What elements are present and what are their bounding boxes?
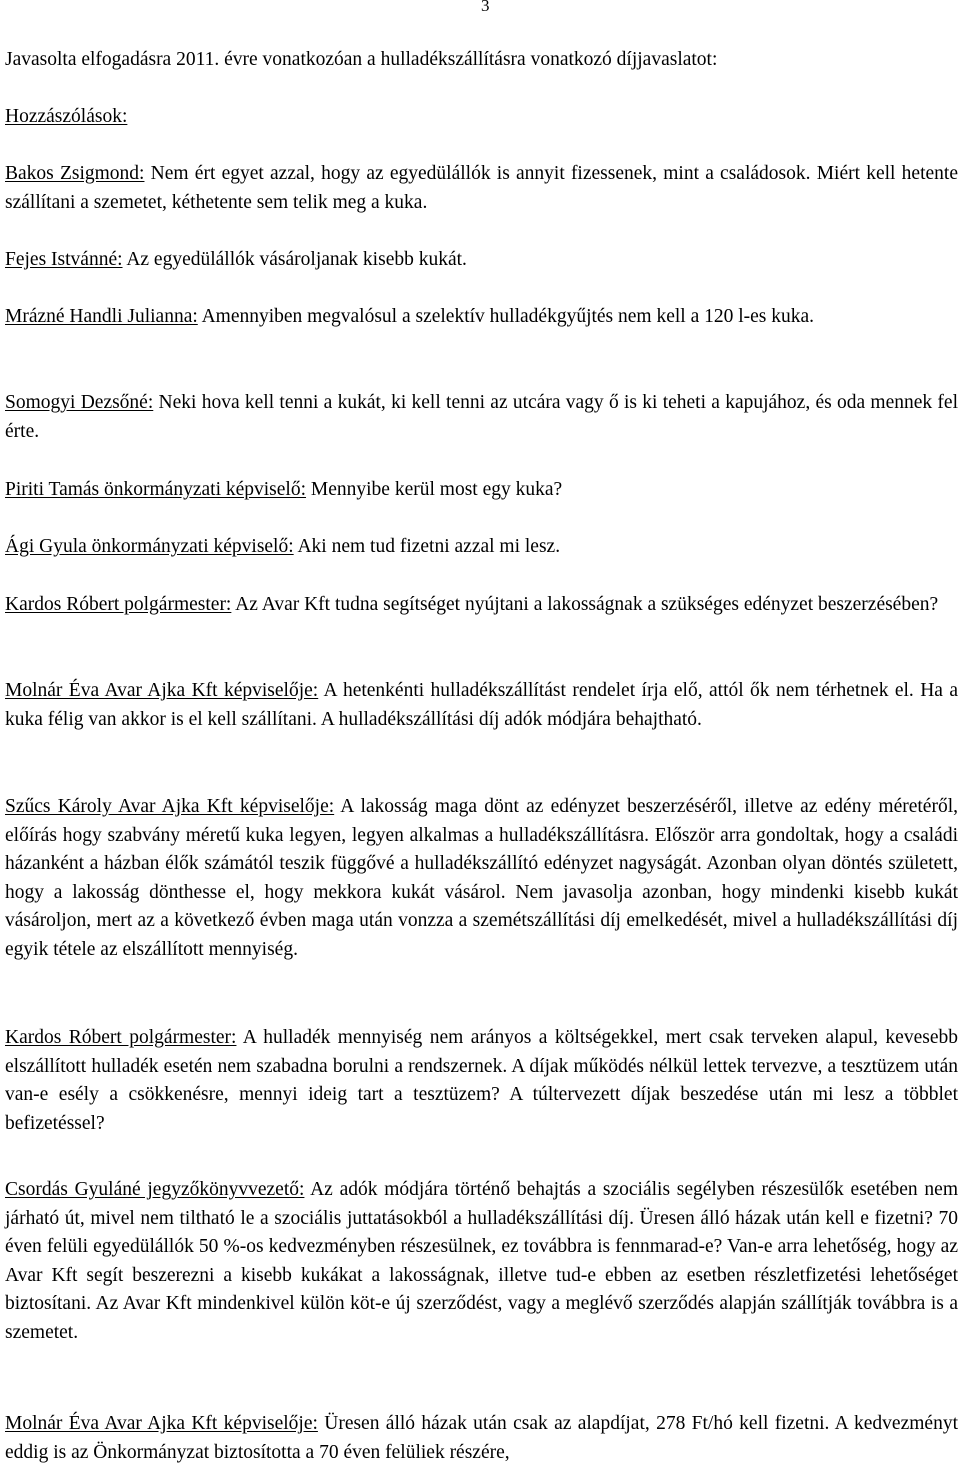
comment-text: Neki hova kell tenni a kukát, ki kell tenni az utcára vagy ő is ki teheti a kapujához, és oda mennek fel érte. [5,392,959,442]
comment-text: Az adók módjára történő behajtás a szociális segélyben részesülők esetében nem járható út, mivel nem tiltható le a szociális juttatásokból a hulladékszállítási díj. Üresen álló házak után kell e fizetni? 70 éven felüli egyedülállók 50 %-os kedvezményben részesülnek, ez továbbra is fennmarad-e? Van-e arra lehetőség, hogy az Avar Kft segít beszerezni a kisebb kukákat a lakosságnak, illetve tud-e ebben az esetben részletfizetési lehetőséget biztosítani. Az Avar Kft mindenkivel külön köt-e új szerződést, vagy a meglévő szerződés alapján szállítják továbbra is a szemetet. [5,1179,958,1343]
comment-text: Amennyiben megvalósul a szelektív hulladékgyűjtés nem kell a 120 l-es kuka. [197,306,815,327]
comment-text: Aki nem tud fizetni azzal mi lesz. [293,536,561,557]
speaker-name: Piriti Tamás önkormányzati képviselő: [5,479,307,500]
page-number: 3 [481,0,490,15]
comment-paragraph-kardos-1 [5,591,938,620]
comment-paragraph-mrazne [5,303,814,332]
comment-paragraph-molnar-2 [5,1410,958,1467]
comment-text: A hulladék mennyiség nem arányos a költségekkel, mert csak terveken alapul, kevesebb elszállított hulladék esetén nem szabadna borulni a rendszernek. A díjak működés nélkül lettek tervezve, a tesztüzem után van-e esély a csökkenésre, mennyi ideig tart a tesztüzem? A túltervezett díjak beszedése után mi lesz a többlet befizetéssel? [5,1027,958,1134]
comment-paragraph-molnar-1 [5,677,958,734]
speaker-name: Kardos Róbert polgármester: [5,594,232,615]
comment-text: Mennyibe kerül most egy kuka? [306,479,563,500]
comment-paragraph-fejes [5,246,467,275]
speaker-name: Kardos Róbert polgármester: [5,1027,237,1048]
speaker-name: Szűcs Károly Avar Ajka Kft képviselője: [5,796,335,817]
speaker-name: Molnár Éva Avar Ajka Kft képviselője: [5,1413,318,1434]
comments-heading-label: Hozzászólások: [5,106,128,127]
comment-text: A lakosság maga dönt az edényzet beszerzéséről, illetve az edény méretéről, előírás hogy szabvány méretű kuka legyen, legyen alkalmas a hulladékszállításra. Először arra gondoltak, hogy a családi házanként a házban élők számától teszik függővé a hulladékszállító edényzet nagyságát. Azonban olyan döntés született, hogy a lakosság dönthesse el, hogy mekkora kukát vásárol. Nem javasolja azonban, hogy mindenki kisebb kukát vásároljon, mert az a következő évben maga után vonzza a szemétszállítási díj emelkedését, mivel a hulladékszállítási díj egyik tétele az elszállított mennyiség. [5,796,958,960]
comment-paragraph-csordas [5,1176,958,1347]
comment-text: A hetenkénti hulladékszállítást rendelet írja elő, attól ők nem térhetnek el. Ha a kuka félig van akkor is el kell szállítani. A hulladékszállítási díj adók módjára behajtható. [5,680,958,730]
speaker-name: Somogyi Dezsőné: [5,392,154,413]
speaker-name: Csordás Gyuláné jegyzőkönyvvezető: [5,1179,305,1200]
intro-paragraph: Javasolta elfogadásra 2011. évre vonatkozóan a hulladékszállításra vonatkozó díjjavaslatot: [5,49,718,70]
comment-text: Az egyedülállók vásároljanak kisebb kukát. [122,249,467,270]
speaker-name: Molnár Éva Avar Ajka Kft képviselője: [5,680,319,701]
speaker-name: Bakos Zsigmond: [5,163,145,184]
comment-text: Nem ért egyet azzal, hogy az egyedülállók is annyit fizessenek, mint a családosok. Miért kell hetente szállítani a szemetet, kéthetente sem telik meg a kuka. [5,163,958,213]
comment-paragraph-bakos [5,160,958,217]
comments-heading [5,103,127,132]
comment-text: Üresen álló házak után csak az alapdíjat, 278 Ft/hó kell fizetni. A kedvezményt eddig is az Önkormányzat biztosította a 70 éven felüliek részére, [5,1413,958,1463]
comment-paragraph-piriti [5,476,562,505]
comment-paragraph-somogyi [5,389,958,446]
comment-text: Az Avar Kft tudna segítséget nyújtani a lakosságnak a szükséges edényzet beszerzésében? [231,594,939,615]
comment-paragraph-agi [5,533,560,562]
speaker-name: Ági Gyula önkormányzati képviselő: [5,536,294,557]
speaker-name: Fejes Istvánné: [5,249,123,270]
comment-paragraph-szucs [5,793,958,964]
comment-paragraph-kardos-2 [5,1024,958,1138]
speaker-name: Mrázné Handli Julianna: [5,306,198,327]
